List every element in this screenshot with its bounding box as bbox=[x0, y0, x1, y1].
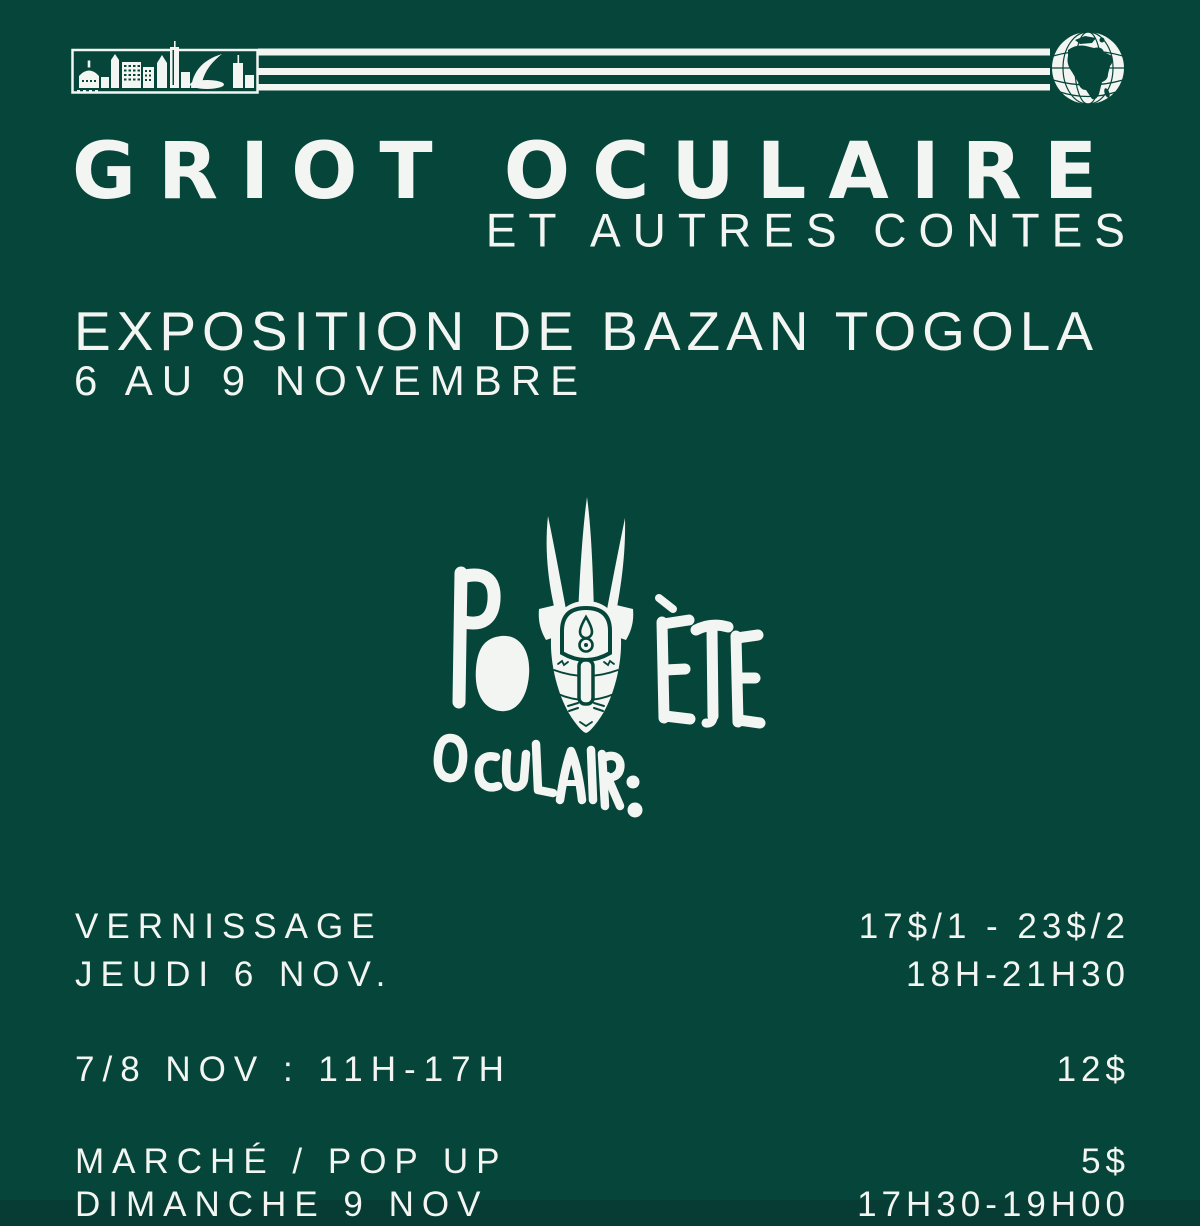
schedule-row-marche-label: MARCHÉ / POP UP bbox=[75, 1142, 508, 1181]
schedule-row-jeudi-value: 18H-21H30 bbox=[906, 955, 1130, 994]
logo-word-oculaire bbox=[438, 738, 643, 818]
schedule-row-78nov-value: 12$ bbox=[1056, 1050, 1130, 1089]
header-banner bbox=[0, 0, 1200, 125]
schedule-row-78nov-label: 7/8 NOV : 11H-17H bbox=[75, 1050, 512, 1089]
schedule-row-vernissage-value: 17$/1 - 23$/2 bbox=[858, 907, 1130, 946]
dates-line: 6 AU 9 NOVEMBRE bbox=[74, 357, 588, 404]
mask-icon bbox=[539, 497, 633, 733]
exhibition-line: EXPOSITION DE BAZAN TOGOLA bbox=[74, 300, 1100, 362]
schedule-row-dimanche-value: 17H30-19H00 bbox=[857, 1185, 1130, 1224]
schedule-row-jeudi-label: JEUDI 6 NOV. bbox=[75, 955, 394, 994]
main-title: GRIOT OCULAIRE bbox=[72, 127, 1120, 217]
subtitle: ET AUTRES CONTES bbox=[485, 203, 1137, 257]
header-stripes bbox=[258, 49, 1050, 91]
schedule-row-dimanche-label: DIMANCHE 9 NOV bbox=[75, 1185, 489, 1224]
logo-letters-ete bbox=[659, 598, 760, 723]
montreal-skyline-icon bbox=[73, 41, 258, 93]
schedule-row-marche-value: 5$ bbox=[1081, 1142, 1130, 1181]
schedule-row-vernissage-label: VERNISSAGE bbox=[75, 907, 383, 946]
africa-globe-icon bbox=[1052, 32, 1124, 104]
logo-letter-o-blob bbox=[476, 636, 529, 711]
poete-oculaire-logo bbox=[430, 470, 770, 830]
